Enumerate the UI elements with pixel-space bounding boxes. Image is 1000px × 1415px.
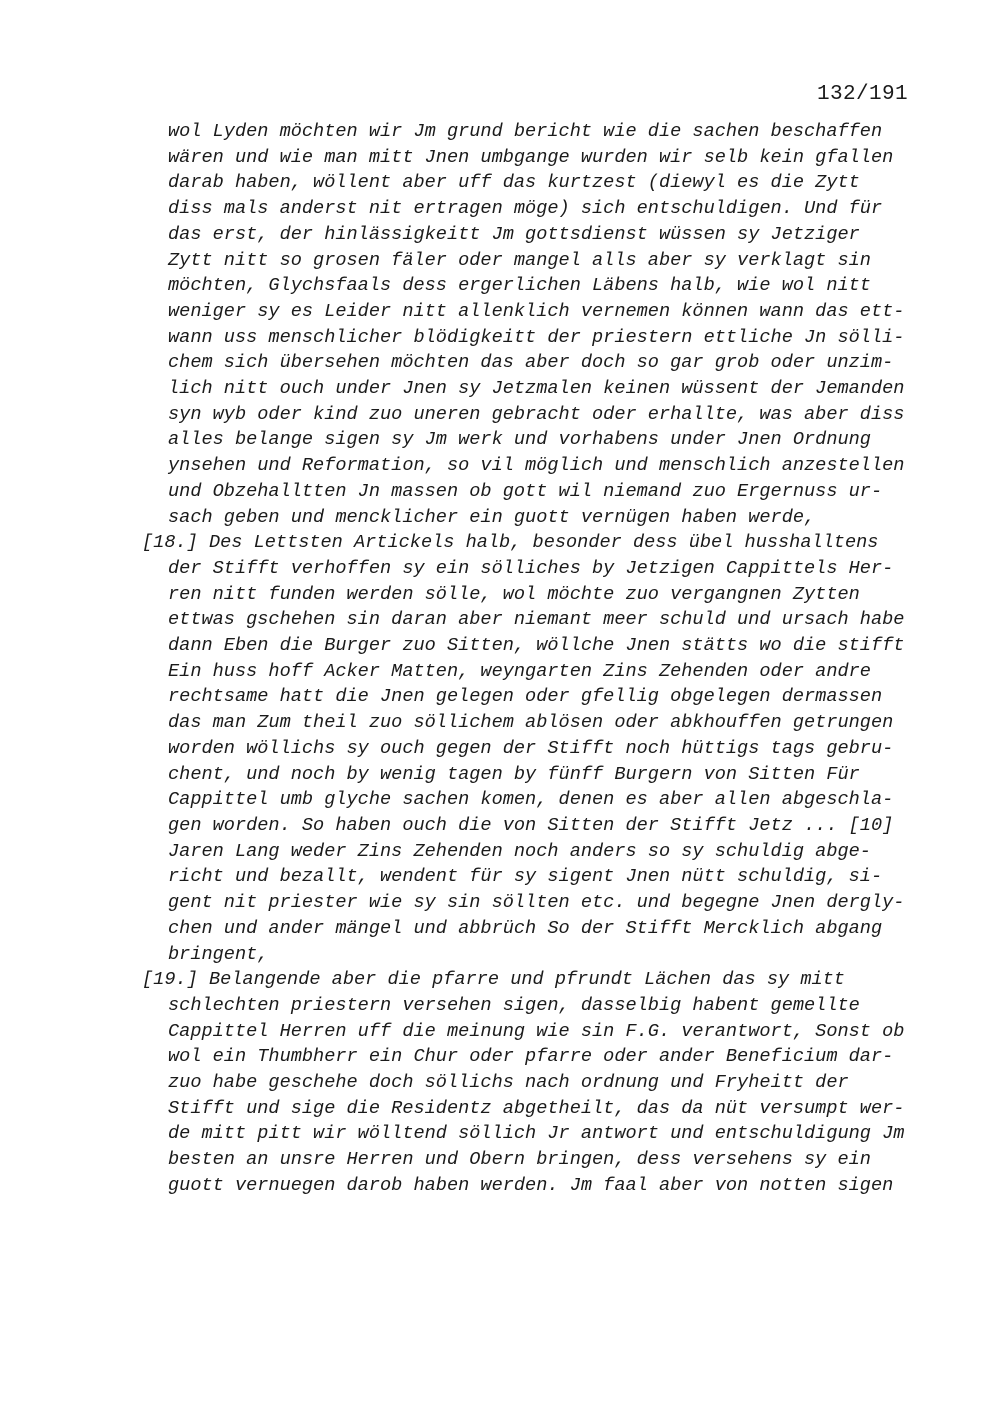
text-line: ren nitt funden werden sölle, wol möchte zuo vergangnen Zytten: [168, 583, 860, 605]
text-line: chent, und noch by wenig tagen by fünff Burgern von Sitten Für: [168, 763, 860, 785]
text-line: besten an unsre Herren und Obern bringen, dess versehens sy ein: [168, 1149, 871, 1171]
text-line: [19.] Belangende aber die pfarre und pfrundt Lächen das sy mitt: [142, 969, 845, 991]
page-number: 132/191: [817, 83, 909, 106]
text-line: gent nit priester wie sy sin söllten etc. und begegne Jnen dergly-: [168, 892, 905, 914]
text-line: chen und ander mängel und abbrüch So der Stifft Mercklich abgang: [168, 917, 883, 939]
text-line: worden wöllichs sy ouch gegen der Stifft noch hüttigs tags gebru-: [168, 737, 894, 759]
text-line: bringent,: [168, 943, 269, 965]
text-line: gen worden. So haben ouch die von Sitten der Stifft Jetz ... [10]: [168, 814, 894, 836]
text-line: weniger sy es Leider nitt allenklich vernemen können wann das ett-: [168, 300, 905, 322]
text-line: das erst, der hinlässigkeitt Jm gottsdienst wüssen sy Jetziger: [168, 223, 860, 245]
text-line: Stifft und sige die Residentz abgetheilt, das da nüt versumpt wer-: [168, 1097, 905, 1119]
text-line: Cappittel Herren uff die meinung wie sin F.G. verantwort, Sonst ob: [168, 1020, 905, 1042]
text-line: und Obzehalltten Jn massen ob gott wil niemand zuo Ergernuss ur-: [168, 480, 883, 502]
text-line: dann Eben die Burger zuo Sitten, wöllche Jnen stätts wo die stifft: [168, 635, 905, 657]
text-line: richt und bezallt, wendent für sy sigent Jnen nütt schuldig, si-: [168, 866, 883, 888]
text-line: Zytt nitt so grosen fäler oder mangel alls aber sy verklagt sin: [168, 249, 871, 271]
text-line: ettwas gschehen sin daran aber niemant meer schuld und ursach habe: [168, 609, 905, 631]
text-line: alles belange sigen sy Jm werk und vorhabens under Jnen Ordnung: [168, 429, 871, 451]
text-line: möchten, Glychsfaals dess ergerlichen Läbens halb, wie wol nitt: [168, 275, 871, 297]
text-line: de mitt pitt wir wölltend söllich Jr antwort und entschuldigung Jm: [168, 1123, 905, 1145]
text-line: der Stifft verhoffen sy ein sölliches by Jetzigen Cappittels Her-: [168, 557, 894, 579]
text-line: rechtsame hatt die Jnen gelegen oder gfellig obgelegen dermassen: [168, 686, 883, 708]
text-line: Cappittel umb glyche sachen komen, denen es aber allen abgeschla-: [168, 789, 894, 811]
text-line: darab haben, wöllent aber uff das kurtzest (diewyl es die Zytt: [168, 172, 860, 194]
text-line: diss mals anderst nit ertragen möge) sich entschuldigen. Und für: [168, 198, 883, 220]
text-line: zuo habe geschehe doch söllichs nach ordnung und Fryheitt der: [168, 1072, 849, 1094]
text-line: ynsehen und Reformation, so vil möglich und menschlich anzestellen: [168, 455, 905, 477]
text-line: guott vernuegen darob haben werden. Jm faal aber von notten sigen: [168, 1174, 894, 1196]
text-line: Ein huss hoff Acker Matten, weyngarten Zins Zehenden oder andre: [168, 660, 871, 682]
text-line: wol ein Thumbherr ein Chur oder pfarre oder ander Beneficium dar-: [168, 1046, 894, 1068]
text-line: wol Lyden möchten wir Jm grund bericht wie die sachen beschaffen: [168, 121, 883, 142]
text-line: Jaren Lang weder Zins Zehenden noch anders so sy schuldig abge-: [168, 840, 871, 862]
text-line: wann uss menschlicher blödigkeitt der priestern ettliche Jn sölli-: [168, 326, 905, 348]
text-line: schlechten priestern versehen sigen, dasselbig habent gemellte: [168, 994, 860, 1016]
text-line: sach geben und mencklicher ein guott vernügen haben werde,: [168, 506, 816, 528]
text-line: das man Zum theil zuo söllichem ablösen oder abkhouffen getrungen: [168, 712, 894, 734]
text-line: chem sich übersehen möchten das aber doch so gar grob oder unzim-: [168, 352, 894, 374]
text-line: [18.] Des Lettsten Artickels halb, besonder dess übel husshalltens: [142, 532, 879, 554]
text-line: wären und wie man mitt Jnen umbgange wurden wir selb kein gfallen: [168, 146, 894, 168]
text-line: lich nitt ouch under Jnen sy Jetzmalen keinen wüssent der Jemanden: [168, 378, 905, 400]
text-line: syn wyb oder kind zuo uneren gebracht oder erhallte, was aber diss: [168, 403, 905, 425]
transcription-text: [0, 119, 1000, 1199]
